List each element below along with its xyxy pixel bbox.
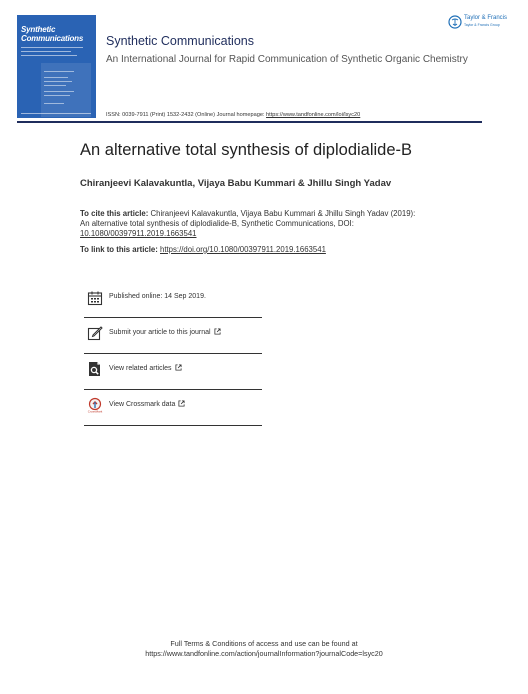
related-articles-label	[109, 364, 182, 372]
issn-line	[106, 112, 360, 118]
page-footer	[0, 639, 528, 659]
related-articles-text: View related articles	[109, 365, 172, 372]
external-link-icon	[214, 328, 221, 335]
crossmark-icon	[87, 397, 103, 413]
article-link-row	[80, 245, 326, 254]
cover-rule	[21, 55, 77, 56]
info-divider	[84, 353, 262, 354]
edit-icon	[87, 325, 103, 341]
journal-cover-image	[17, 15, 96, 118]
journal-homepage-link[interactable]: https://www.tandfonline.com/loi/lsyc20	[266, 112, 361, 118]
issn-text: ISSN: 0039-7911 (Print) 1532-2432 (Online) Journal homepage:	[106, 112, 267, 118]
cover-title-line1: Synthetic	[21, 25, 56, 34]
publisher-name: Taylor & Francis	[464, 15, 508, 21]
related-search-icon	[87, 361, 103, 377]
cover-rule	[44, 103, 64, 104]
publisher-tagline: Taylor & Francis Group	[464, 23, 500, 27]
crossmark-text: View Crossmark data	[109, 401, 176, 408]
submit-article-text: Submit your article to this journal	[109, 329, 211, 336]
related-articles-link[interactable]	[86, 358, 262, 388]
taylor-francis-logo-icon	[448, 15, 462, 29]
published-online-text: Published online: 14 Sep 2019.	[109, 293, 206, 300]
journal-title[interactable]: Synthetic Communications	[106, 34, 254, 48]
submit-article-link[interactable]	[86, 322, 262, 352]
cover-rule	[44, 95, 70, 96]
cover-title	[21, 25, 83, 43]
info-divider	[84, 425, 262, 426]
cite-text: Chiranjeevi Kalavakuntla, Vijaya Babu Kummari & Jhillu Singh Yadav (2019): An alternative total synthesis of diplodialide-B, Synthetic Communications, DOI:	[80, 209, 416, 228]
cover-rule	[44, 77, 68, 78]
footer-terms-link[interactable]: https://www.tandfonline.com/action/journalInformation?journalCode=lsyc20	[145, 649, 383, 658]
header-divider	[17, 121, 482, 123]
article-doi-link[interactable]: https://doi.org/10.1080/00397911.2019.1663541	[160, 245, 326, 254]
cover-rule	[44, 85, 66, 86]
crossmark-link[interactable]	[86, 394, 262, 424]
calendar-icon	[87, 290, 103, 306]
link-label: To link to this article:	[80, 245, 160, 254]
cover-rule	[21, 47, 83, 48]
cover-rule	[44, 81, 72, 82]
cover-rule	[44, 71, 74, 72]
info-divider	[84, 389, 262, 390]
crossmark-icon-text: CrossMark	[87, 409, 103, 413]
cover-rule	[21, 51, 71, 52]
external-link-icon	[175, 364, 182, 371]
submit-article-label	[109, 328, 221, 336]
article-authors: Chiranjeevi Kalavakuntla, Vijaya Babu Kummari & Jhillu Singh Yadav	[80, 178, 392, 189]
journal-subtitle: An International Journal for Rapid Communication of Synthetic Organic Chemistry	[106, 54, 468, 65]
cover-rule	[44, 91, 74, 92]
citation	[80, 209, 420, 239]
publisher-logo	[448, 14, 514, 32]
cover-title-line2: Communications	[21, 34, 84, 43]
external-link-icon	[178, 400, 185, 407]
info-divider	[84, 317, 262, 318]
published-online-item	[86, 287, 262, 317]
article-title: An alternative total synthesis of diplodialide-B	[80, 141, 413, 159]
footer-line1: Full Terms & Conditions of access and use can be found at	[170, 639, 358, 648]
cite-doi-link[interactable]: 10.1080/00397911.2019.1663541	[80, 229, 197, 238]
crossmark-label	[109, 400, 185, 408]
cover-rule	[21, 113, 91, 114]
cite-label: To cite this article:	[80, 209, 149, 218]
